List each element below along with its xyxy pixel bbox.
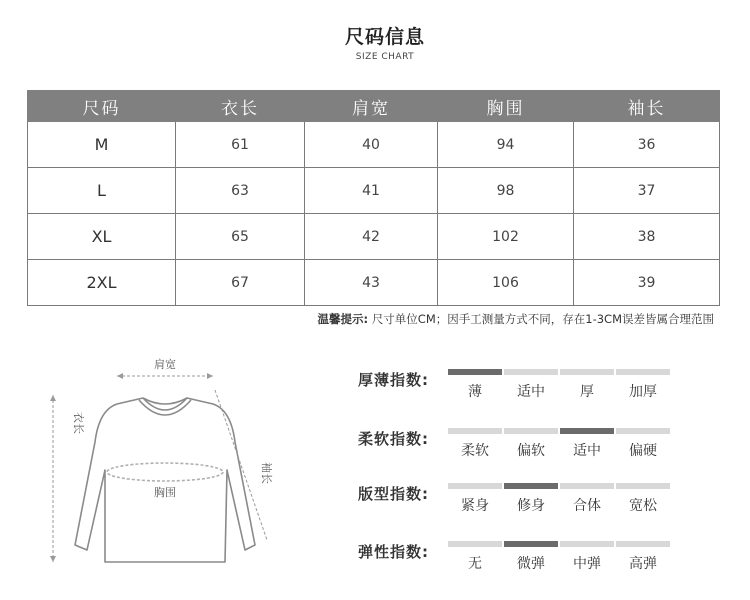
note-prefix: 温馨提示: xyxy=(317,312,369,326)
index-segment xyxy=(616,541,670,547)
index-label: 版型指数: xyxy=(358,485,429,503)
index-segment xyxy=(504,428,558,434)
index-segment xyxy=(560,483,614,489)
column-header-chest: 胸围 xyxy=(438,91,574,122)
size-cell: M xyxy=(28,122,176,168)
index-segment xyxy=(504,369,558,375)
sleeve-cell: 36 xyxy=(574,122,720,168)
column-header-shoulder: 肩宽 xyxy=(305,91,438,122)
index-segment xyxy=(560,428,614,434)
index-option: 合体 xyxy=(573,498,601,514)
label-chest: 胸围 xyxy=(154,486,176,499)
table-row xyxy=(28,260,720,306)
size-table xyxy=(27,90,720,306)
label-length: 衣长 xyxy=(72,412,85,434)
column-header-size: 尺码 xyxy=(28,91,176,122)
length-cell: 61 xyxy=(176,122,305,168)
size-cell: 2XL xyxy=(28,260,176,306)
index-segment xyxy=(616,483,670,489)
index-option: 柔软 xyxy=(461,443,489,459)
index-option: 薄 xyxy=(468,384,482,400)
length-cell: 63 xyxy=(176,168,305,214)
chest-cell: 98 xyxy=(438,168,574,214)
index-option: 厚 xyxy=(580,384,594,400)
index-option: 无 xyxy=(468,556,482,572)
index-segment xyxy=(504,483,558,489)
index-option: 适中 xyxy=(517,384,545,400)
index-label: 厚薄指数: xyxy=(358,371,429,389)
index-option: 偏硬 xyxy=(629,443,657,459)
index-segment xyxy=(448,369,502,375)
table-row xyxy=(28,122,720,168)
label-sleeve: 袖长 xyxy=(260,462,273,484)
note-text: 尺寸单位CM；因手工测量方式不同，存在1-3CM误差皆属合理范围 xyxy=(371,312,714,326)
softness-index xyxy=(358,428,688,468)
index-label: 弹性指数: xyxy=(358,543,429,561)
index-segment xyxy=(560,541,614,547)
chest-cell: 102 xyxy=(438,214,574,260)
length-cell: 67 xyxy=(176,260,305,306)
shoulder-cell: 43 xyxy=(305,260,438,306)
sweater-diagram xyxy=(45,350,285,580)
sweater-outline xyxy=(75,398,255,562)
index-option: 修身 xyxy=(517,498,545,514)
measurement-note xyxy=(318,311,714,327)
index-segment xyxy=(616,428,670,434)
sleeve-cell: 37 xyxy=(574,168,720,214)
elasticity-index xyxy=(358,541,688,581)
index-option: 高弹 xyxy=(629,556,657,572)
size-cell: L xyxy=(28,168,176,214)
thickness-index xyxy=(358,369,688,409)
table-header-row xyxy=(28,91,720,122)
index-segment xyxy=(448,483,502,489)
index-option: 偏软 xyxy=(517,443,545,459)
index-segment xyxy=(448,428,502,434)
column-header-sleeve: 袖长 xyxy=(574,91,720,122)
table-row xyxy=(28,168,720,214)
sleeve-cell: 39 xyxy=(574,260,720,306)
index-option: 中弹 xyxy=(573,556,601,572)
page-subtitle: SIZE CHART xyxy=(355,52,415,62)
fit-index xyxy=(358,483,688,523)
shoulder-cell: 40 xyxy=(305,122,438,168)
index-label: 柔软指数: xyxy=(358,430,429,448)
shoulder-cell: 42 xyxy=(305,214,438,260)
chest-cell: 94 xyxy=(438,122,574,168)
index-option: 微弹 xyxy=(517,556,545,572)
column-header-length: 衣长 xyxy=(176,91,305,122)
length-cell: 65 xyxy=(176,214,305,260)
sleeve-cell: 38 xyxy=(574,214,720,260)
index-segment xyxy=(560,369,614,375)
index-option: 加厚 xyxy=(629,384,657,400)
index-segment xyxy=(504,541,558,547)
index-option: 宽松 xyxy=(629,498,657,514)
shoulder-cell: 41 xyxy=(305,168,438,214)
chest-cell: 106 xyxy=(438,260,574,306)
index-segment xyxy=(616,369,670,375)
index-segment xyxy=(448,541,502,547)
label-shoulder: 肩宽 xyxy=(154,358,176,371)
index-option: 适中 xyxy=(573,443,601,459)
size-cell: XL xyxy=(28,214,176,260)
table-row xyxy=(28,214,720,260)
page-title: 尺码信息 xyxy=(344,26,425,48)
index-option: 紧身 xyxy=(461,498,489,514)
